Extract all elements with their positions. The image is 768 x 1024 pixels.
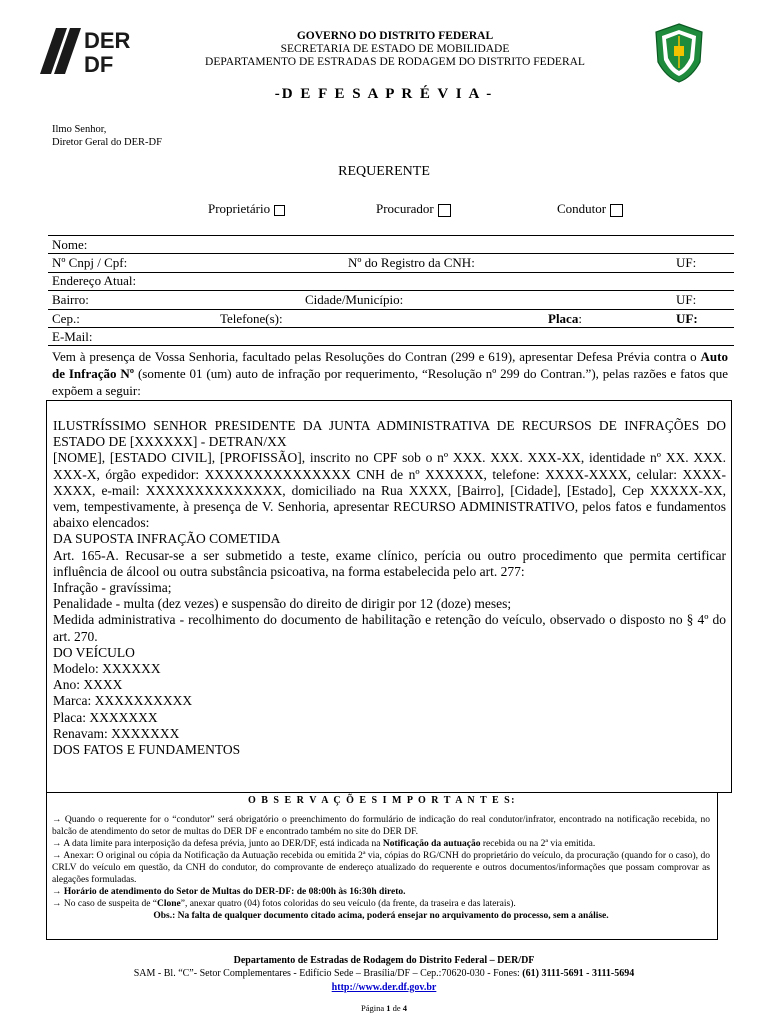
letter-article: Art. 165-A. Recusar-se a ser submetido a teste, exame clínico, perícia ou outro procedimento que permita certificar influência de álcool ou outra substância psicoativa, na forma estabelecida pelo art. 277: [53,547,726,579]
defense-letter[interactable] [53,418,726,758]
endereco-label[interactable]: Endereço Atual: [52,273,137,288]
letter-infracao: Infração - gravíssima; [53,580,172,596]
letter-marca: Marca: XXXXXXXXXX [53,693,193,709]
observation-item: → Anexar: O original ou cópia da Notificação da Autuação recebida ou emitida 2ª via, cópias do RG/CNH do proprietário do veículo, da procuração (quando for o caso), do CRLV do veículo em questão, da CNH do condutor, do comprovante de endereço atualizado do requerente e outros documentos/informações que possam comprovar as alegações formuladas. [52,851,710,885]
header-government: GOVERNO DO DISTRITO FEDERAL [296,30,494,42]
form-rule [48,327,734,328]
condutor-checkbox[interactable] [610,204,623,217]
letter-section-heading: DOS FATOS E FUNDAMENTOS [53,742,241,758]
letter-identification: [NOME], [ESTADO CIVIL], [PROFISSÃO], inscrito no CPF sob o nº XXX. XXX. XXX-XX, identidade nº XX. XXX. XXX-X, órgão expedidor: XXXXXXXXXXXXXXX CNH de nº XXXXXX, telefone: XXXX-XXXX, celular: XXXX-XXXX, e-mail: XXXXXXXXXXXXXX, domiciliado na Rua XXXX, [Bairro], [Cidade], [Estado], Cep XXXXX-XX, vem, tempestivamente, à presença de V. Senhoria, apresentar RECURSO ADMINISTRATIVO, pelos fatos e fundamentos abaixo elencados: [53,450,726,531]
placa-label[interactable]: Placa: [548,311,582,326]
footer-address: SAM - Bl. “C”- Setor Complementares - Edifício Sede – Brasília/DF – Cep.:70620-030 - Fones: (61) 3111-5691 - 3111-5694 [133,968,635,979]
df-coat-of-arms-icon [652,22,706,84]
cnpj-cpf-label[interactable]: Nº Cnpj / Cpf: [52,255,128,270]
observation-item: → Quando o requerente for o “condutor” será obrigatório o preenchimento do formulário de indicação do real condutor/infrator, encontrado na notificação recebida, no balcão de atendimento do setor de multas do DER DF e encontrado também no site do DER DF. [52,815,710,837]
form-rule [48,309,734,310]
der-df-logo [40,26,135,76]
letter-section-heading: DO VEÍCULO [53,644,135,660]
page-number: Página 1 de 4 [360,1003,408,1013]
form-rule [48,290,734,291]
role-procurador[interactable]: Procurador [376,201,451,217]
uf-label-3[interactable]: UF: [676,311,698,326]
email-label[interactable]: E-Mail: [52,329,93,344]
observations-title: O B S E R V A Ç Õ E S I M P O R T A N T E S: [247,795,517,806]
footer-website [0,982,768,994]
role-condutor[interactable]: Condutor [557,201,623,217]
nome-label[interactable]: Nome: [52,237,88,252]
letter-section-heading: DA SUPOSTA INFRAÇÃO COMETIDA [53,531,281,547]
form-rule [48,235,734,236]
uf-label-2[interactable]: UF: [676,292,697,307]
letter-ano: Ano: XXXX [53,677,123,693]
footer-department: Departamento de Estradas de Rodagem do Distrito Federal – DER/DF [233,955,535,966]
addressee-salutation: Ilmo Senhor, [52,124,107,135]
svg-text:DF: DF [84,52,114,76]
cep-label[interactable]: Cep.: [52,311,80,326]
document-title: -D E F E S A P R É V I A - [274,86,494,102]
observation-note: Obs.: Na falta de qualquer documento citado acima, poderá ensejar no arquivamento do processo, sem a análise. [153,911,609,921]
observations-list [52,814,710,922]
letter-salutation: ILUSTRÍSSIMO SENHOR PRESIDENTE DA JUNTA ADMINISTRATIVA DE RECURSOS DE INFRAÇÕES DO ESTADO DE [XXXXXX] - DETRAN/XX [53,418,726,450]
header-secretariat: SECRETARIA DE ESTADO DE MOBILIDADE [280,43,510,55]
svg-text:DER: DER [84,28,131,53]
observation-item: → No caso de suspeita de “Clone”, anexar quatro (04) fotos coloridas do seu veículo (da frente, da traseira e das laterais). [52,899,516,909]
cidade-label[interactable]: Cidade/Município: [305,292,404,307]
letter-renavam: Renavam: XXXXXXX [53,725,180,741]
observation-item: → Horário de atendimento do Setor de Multas do DER-DF: de 08:00h às 16:30h direto. [52,887,406,897]
form-rule [48,272,734,273]
cnh-label[interactable]: Nº do Registro da CNH: [348,255,475,270]
observation-item: → A data limite para interposição da defesa prévia, junto ao DER/DF, está indicada na Notificação da autuação recebida ou na 2ª via emitida. [52,839,596,849]
telefone-label[interactable]: Telefone(s): [220,311,283,326]
letter-medida: Medida administrativa - recolhimento do documento de habilitação e retenção do veículo, observado o disposto no § 4º do art. 270. [53,612,726,644]
form-rule [48,345,734,346]
proprietario-checkbox[interactable] [274,205,285,216]
intro-paragraph: Vem à presença de Vossa Senhoria, facultado pelas Resoluções do Contran (299 e 619), apresentar Defesa Prévia contra o Auto de Infração Nº (somente 01 (um) auto de infração por requerimento, “Resolução nº 299 do Contran.”), pelas razões e fatos que expõem a seguir: [52,349,728,398]
header-department: DEPARTAMENTO DE ESTRADAS DE RODAGEM DO DISTRITO FEDERAL [205,56,585,68]
form-rule [48,253,734,254]
role-proprietario[interactable]: Proprietário [208,201,285,217]
letter-modelo: Modelo: XXXXXX [53,661,161,677]
uf-label-1[interactable]: UF: [676,255,697,270]
requerente-heading: REQUERENTE [338,164,430,179]
procurador-checkbox[interactable] [438,204,451,217]
addressee-title: Diretor Geral do DER-DF [52,137,162,148]
website-link[interactable]: http://www.der.df.gov.br [331,982,437,993]
bairro-label[interactable]: Bairro: [52,292,89,307]
letter-placa: Placa: XXXXXXX [53,709,158,725]
letter-penalidade: Penalidade - multa (dez vezes) e suspensão do direito de dirigir por 12 (doze) meses; [53,596,512,612]
